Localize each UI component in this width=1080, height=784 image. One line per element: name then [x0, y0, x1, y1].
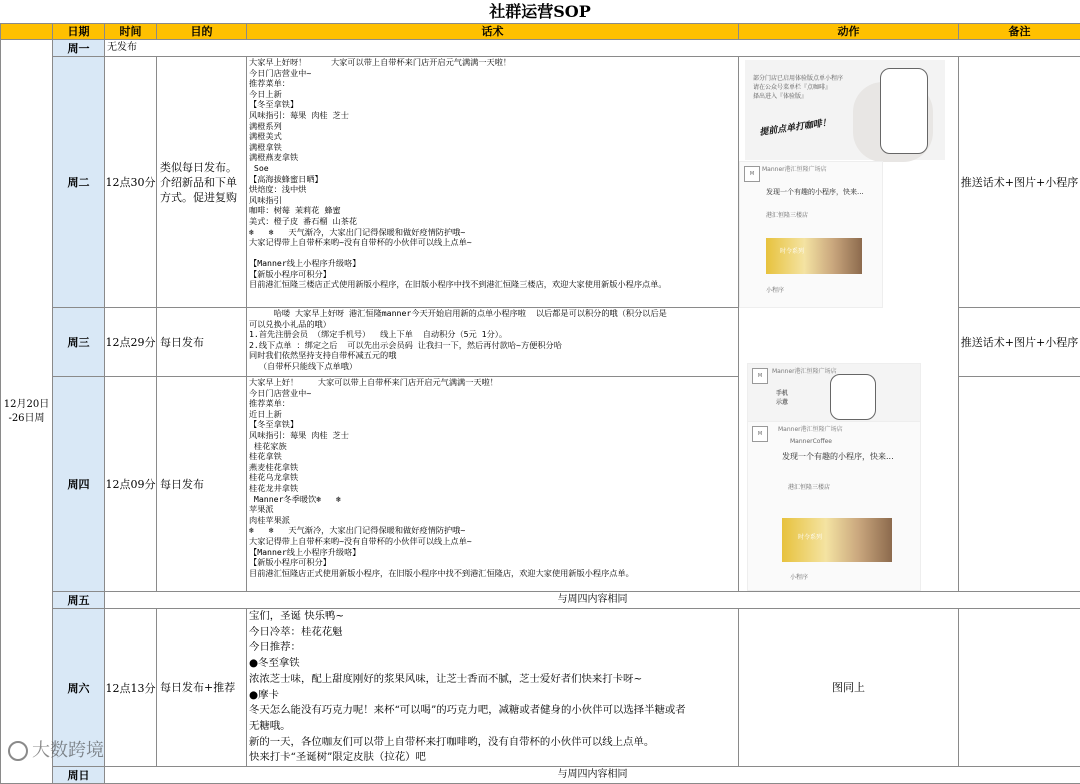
poster-image — [745, 60, 945, 160]
goal-thu: 每日发布 — [157, 377, 247, 592]
card3-brand: Manner港汇恒隆广场店 — [778, 424, 843, 433]
watermark-text: 大数跨境 — [32, 740, 104, 761]
header-date: 日期 — [53, 24, 105, 40]
header-blank — [1, 24, 53, 40]
note-wed: 推送话术+图片+小程序 — [959, 308, 1080, 377]
card3-logo-icon: M — [752, 426, 768, 442]
card3-store: 港汇恒隆三楼店 — [788, 482, 830, 491]
script-wed: 哈喽 大家早上好呀 港汇恒隆manner今天开始启用新的点单小程序啦 以后都是可以积分的哦（积分以后是 可以兑换小礼品的哦） 1.首先注册会员 （绑定手机号） 线上下单 自动积分（5元 1分）。 2.线下点单 ：绑定之后 可以先出示会员码 让我扫一下，然后再付款哈~方便积分哈 同时我们依然坚持支持自带杯减五元的哦 （自带杯只能线下点单哦） — [247, 308, 739, 377]
time-tue: 12点30分 — [105, 57, 157, 308]
row-fri — [1, 592, 1080, 609]
goal-tue — [157, 57, 247, 308]
time-wed: 12点29分 — [105, 308, 157, 377]
script-sat: 宝们，圣诞 快乐鸭~ 今日冷萃：桂花花魁 今日推荐： ●冬至拿铁 浓浓芝士味，配上甜度刚好的浆果风味，让芝士香而不腻，芝士爱好者们快来打卡呀~ ●摩卡 冬天怎么能没有巧克力呢！来杯“可以喝”的巧克力吧，减糖或者健身的小伙伴可以选择半糖或者 无糖哦。 新的一天，各位咖友们可以带上自带杯来打咖啡哟，没有自带杯的小伙伴可以线上点单。 快来打卡“圣诞树”限定皮肤（拉花）吧 — [247, 609, 739, 767]
time-thu: 12点09分 — [105, 377, 157, 592]
header-row — [1, 24, 1080, 40]
header-note: 备注 — [959, 24, 1080, 40]
goal-wed: 每日发布 — [157, 308, 247, 377]
mini-program-card-2 — [747, 363, 921, 423]
note-sat — [959, 609, 1080, 767]
sop-table — [0, 23, 1080, 784]
header-script: 话术 — [247, 24, 739, 40]
card-product: 时令系列 — [780, 246, 804, 255]
day-sat: 周六 — [53, 609, 105, 767]
row-sat — [1, 609, 1080, 767]
time-sat: 12点13分 — [105, 609, 157, 767]
card-photo — [766, 238, 862, 274]
sun-span: 与周四内容相同 — [105, 767, 1080, 784]
date-range: 12月20日 -26日周 — [1, 398, 52, 426]
sheet-title: 社群运营SOP — [0, 0, 1080, 24]
action-images-cell — [739, 57, 959, 592]
card-title: 发现一个有趣的小程序，快来... — [766, 187, 864, 197]
action-sat: 图同上 — [739, 609, 959, 767]
watermark-logo-icon — [8, 741, 28, 761]
note-thu — [959, 377, 1080, 592]
poster-bold: 提前点单打咖啡！ — [758, 115, 831, 138]
day-fri: 周五 — [53, 592, 105, 609]
card3-foot: 小程序 — [790, 572, 808, 581]
header-action: 动作 — [739, 24, 959, 40]
date-range-cell — [1, 40, 53, 784]
note-tue: 推送话术+图片+小程序 — [959, 57, 1080, 308]
card2-brand: Manner港汇恒隆广场店 — [772, 366, 837, 375]
goal-sat: 每日发布+推荐 — [157, 609, 247, 767]
card-brand: Manner港汇恒隆广场店 — [762, 164, 827, 173]
card2-phone-words: 手机 示意 — [776, 388, 788, 406]
card2-logo-icon: M — [752, 368, 768, 384]
row-mon — [1, 40, 1080, 57]
header-goal: 目的 — [157, 24, 247, 40]
phone-image — [880, 68, 928, 154]
day-tue: 周二 — [53, 57, 105, 308]
card3-product: 时令系列 — [798, 532, 822, 541]
goal-tue-text: 类似每日发布。 介绍新品和下单 方式。促进复购 — [160, 160, 246, 205]
mon-span: 无发布 — [105, 40, 1080, 57]
script-tue: 大家早上好呀！ 大家可以带上自带杯来门店开启元气满满一天啦！ 今日门店营业中~ 推荐菜单： 今日上新 【冬至拿铁】 风味指引：莓果 肉桂 芝士 满橙系列 满橙美式 满橙拿铁 满橙燕麦拿铁 Soe 【高海拔蜂蜜日晒】 烘焙度：浅中烘 风味指引 咖啡：树莓 茉莉花 蜂蜜 美式：橙子皮 番石榴 山茶花 ❄ ❄ 天气渐冷，大家出门记得保暖和做好疫情防护哦~ 大家记得带上自带杯来哟~没有自带杯的小伙伴可以线上点单~ 【Manner线上小程序升级咯】 【新版小程序可积分】 目前港汇恒隆三楼店正式使用新版小程序，在旧版小程序中找不到港汇恒隆三楼店，欢迎大家使用新版小程序点单。 — [247, 57, 739, 308]
script-thu: 大家早上好！ 大家可以带上自带杯来门店开启元气满满一天啦！ 今日门店营业中~ 推荐菜单： 近日上新 【冬至拿铁】 风味指引：莓果 肉桂 芝士 桂花家族 桂花拿铁 燕麦桂花拿铁 桂花乌龙拿铁 桂花龙井拿铁 Manner冬季暖饮❄ ❄ 苹果派 肉桂苹果派 ❄ ❄ 天气渐冷，大家出门记得保暖和做好疫情防护哦~ 大家记得带上自带杯来哟~没有自带杯的小伙伴可以线上点单~ 【Manner线上小程序升级咯】 【新版小程序可积分】 目前港汇恒隆店正式使用新版小程序，在旧版小程序中找不到港汇恒隆店，欢迎大家使用新版小程序点单。 — [247, 377, 739, 592]
card-foot: 小程序 — [766, 285, 784, 294]
card-store: 港汇恒隆三楼店 — [766, 210, 808, 219]
row-sun — [1, 767, 1080, 784]
mini-program-card-1 — [739, 161, 883, 308]
watermark — [8, 736, 104, 762]
fri-span: 与周四内容相同 — [105, 592, 1080, 609]
card3-title: 发现一个有趣的小程序，快来... — [782, 451, 894, 462]
day-sun: 周日 — [53, 767, 105, 784]
row-tue — [1, 57, 1080, 308]
day-thu: 周四 — [53, 377, 105, 592]
day-wed: 周三 — [53, 308, 105, 377]
header-time: 时间 — [105, 24, 157, 40]
mini-program-card-3 — [747, 421, 921, 591]
card2-phone — [830, 374, 876, 420]
day-mon: 周一 — [53, 40, 105, 57]
card3-tag: MannerCoffee — [790, 438, 832, 445]
card-logo-icon: M — [744, 166, 760, 182]
poster-text: 部分门店已启用体验版点单小程序 请在公众号菜单栏『点咖啡』 择出进入『体验版』 — [753, 74, 843, 101]
